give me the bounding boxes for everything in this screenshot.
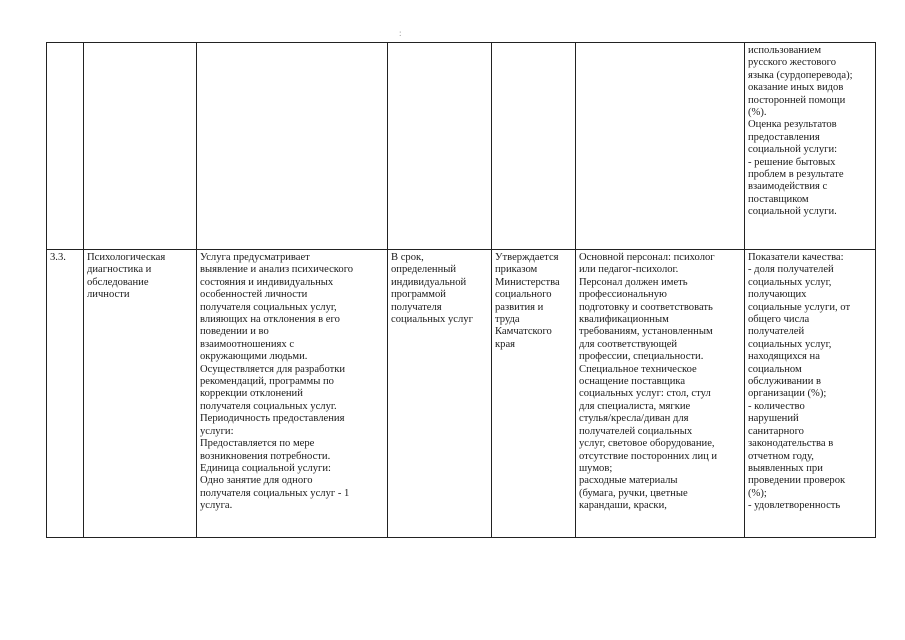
text-line: социальные услуги, от bbox=[748, 301, 851, 313]
text-line: приказом bbox=[495, 264, 538, 276]
text-line: (бумага, ручки, цветные bbox=[579, 487, 688, 499]
text-line: - количество bbox=[748, 400, 805, 412]
text-line: В срок, bbox=[391, 252, 424, 263]
services-table bbox=[46, 42, 876, 538]
text-line: профессиональную bbox=[579, 289, 667, 301]
text-line: шумов; bbox=[579, 462, 613, 474]
text-line: влияющих на отклонения в его bbox=[200, 314, 340, 326]
cell-number bbox=[47, 43, 84, 250]
text-line: получателя bbox=[391, 301, 442, 313]
text-line: Персонал должен иметь bbox=[579, 276, 688, 288]
text-line: использованием bbox=[748, 45, 822, 56]
cell-quality-indicators bbox=[745, 43, 876, 250]
cell-description bbox=[197, 43, 388, 250]
text-line: Камчатского bbox=[495, 326, 552, 338]
cell-service-name bbox=[84, 43, 197, 250]
text-line: обслуживании в bbox=[748, 376, 822, 388]
text-line: Осуществляется для разработки bbox=[200, 363, 346, 375]
text-line: особенностей личности bbox=[200, 289, 308, 301]
text-line: - удовлетворенность bbox=[748, 500, 841, 512]
text-line: Одно занятие для одного bbox=[200, 475, 313, 487]
text-line: Предоставляется по мере bbox=[200, 438, 315, 450]
text-line: социальных услуг, bbox=[748, 276, 832, 288]
text-line: Утверждается bbox=[495, 252, 559, 263]
text-line: получателей социальных bbox=[579, 425, 693, 437]
cell-approval bbox=[492, 43, 576, 250]
table-row-continuation bbox=[47, 43, 876, 250]
text-line: находящихся на bbox=[748, 351, 820, 363]
text-line: общего числа bbox=[748, 314, 810, 326]
text-line: посторонней помощи bbox=[748, 94, 846, 106]
text-line: услуги: bbox=[200, 425, 234, 437]
text-line: проблем в результате bbox=[748, 169, 844, 181]
table-row-3-3 bbox=[47, 250, 876, 538]
text-line: для специалиста, мягкие bbox=[579, 400, 691, 412]
text-line: обследование bbox=[87, 276, 149, 288]
text-line: Министерства bbox=[495, 276, 560, 288]
text-line: выявленных при bbox=[748, 462, 823, 474]
text-line: для соответствующей bbox=[579, 338, 678, 350]
text-line: социальном bbox=[748, 363, 802, 375]
text-line: оснащение поставщика bbox=[579, 376, 686, 388]
text-line: программой bbox=[391, 289, 446, 301]
text-line: расходные материалы bbox=[579, 475, 678, 487]
cell-term bbox=[388, 250, 492, 538]
text-line: русского жестового bbox=[748, 57, 837, 69]
text-line: проведении проверок bbox=[748, 475, 846, 487]
text-line: социальных услуг bbox=[391, 314, 473, 326]
text-line: языка (сурдоперевода); bbox=[748, 69, 853, 81]
text-line: возникновения потребности. bbox=[200, 450, 331, 462]
text-line: Психологическая bbox=[87, 252, 166, 263]
text-line: взаимодействия с bbox=[748, 181, 828, 193]
cell-conditions bbox=[576, 43, 745, 250]
text-line: Периодичность предоставления bbox=[200, 413, 345, 425]
text-line: социальных услуг, bbox=[748, 338, 832, 350]
text-line: получателя социальных услуг. bbox=[200, 400, 337, 412]
text-line: Показатели качества: bbox=[748, 252, 844, 263]
text-line: профессии, специальности. bbox=[579, 351, 704, 363]
text-line: получающих bbox=[748, 289, 807, 301]
cell-conditions bbox=[576, 250, 745, 538]
text-line: квалификационным bbox=[579, 314, 669, 326]
text-line: нарушений bbox=[748, 413, 799, 425]
cell-term bbox=[388, 43, 492, 250]
text-line: Услуга предусматривает bbox=[200, 252, 310, 263]
text-line: рекомендаций, программы по bbox=[200, 376, 334, 388]
text-line: определенный bbox=[391, 264, 457, 276]
text-line: поведении и во bbox=[200, 326, 269, 338]
text-line: стулья/кресла/диван для bbox=[579, 413, 689, 425]
text-line: требованиям, установленным bbox=[579, 326, 713, 338]
text-line: окружающими людьми. bbox=[200, 351, 308, 363]
text-line: Единица социальной услуги: bbox=[200, 462, 331, 474]
text-line: диагностика и bbox=[87, 264, 152, 276]
text-line: социальной услуги. bbox=[748, 206, 837, 218]
cell-approval bbox=[492, 250, 576, 538]
cell-quality-indicators bbox=[745, 250, 876, 538]
cell-number: 3.3. bbox=[47, 250, 84, 538]
cell-service-name bbox=[84, 250, 197, 538]
text-line: (%); bbox=[748, 487, 767, 499]
text-line: получателя социальных услуг, bbox=[200, 301, 337, 313]
text-line: оказание иных видов bbox=[748, 82, 844, 94]
text-line: края bbox=[495, 338, 516, 350]
text-line: санитарного bbox=[748, 425, 804, 437]
text-line: отсутствие посторонних лиц и bbox=[579, 450, 718, 462]
text-line: социального bbox=[495, 289, 552, 301]
text-line: состояния и индивидуальных bbox=[200, 276, 334, 288]
page-marker: : bbox=[399, 28, 402, 38]
text-line: личности bbox=[87, 289, 130, 301]
text-line: Основной персонал: психолог bbox=[579, 252, 715, 263]
text-line: карандаши, краски, bbox=[579, 500, 667, 512]
text-line: получателя социальных услуг - 1 bbox=[200, 487, 350, 499]
text-line: социальной услуги: bbox=[748, 144, 838, 156]
text-line: - решение бытовых bbox=[748, 156, 836, 168]
text-line: предоставления bbox=[748, 131, 820, 143]
text-line: индивидуальной bbox=[391, 276, 467, 288]
text-line: организации (%); bbox=[748, 388, 827, 400]
text-line: Оценка результатов bbox=[748, 119, 837, 131]
text-line: развития и bbox=[495, 301, 544, 313]
text-line: коррекции отклонений bbox=[200, 388, 303, 400]
text-line: поставщиком bbox=[748, 193, 809, 205]
text-line: законодательства в bbox=[748, 438, 834, 450]
text-line: Специальное техническое bbox=[579, 363, 697, 375]
text-line: взаимоотношениях с bbox=[200, 338, 295, 350]
text-line: труда bbox=[495, 314, 520, 326]
text-line: выявление и анализ психического bbox=[200, 264, 354, 276]
text-line: или педагог-психолог. bbox=[579, 264, 679, 276]
text-line: услуга. bbox=[200, 500, 233, 512]
text-line: получателей bbox=[748, 326, 805, 338]
text-line: (%). bbox=[748, 107, 767, 119]
text-line: подготовку и соответствовать bbox=[579, 301, 713, 313]
text-line: - доля получателей bbox=[748, 264, 834, 276]
text-line: отчетном году, bbox=[748, 450, 814, 462]
text-line: услуг, световое оборудование, bbox=[579, 438, 715, 450]
cell-description bbox=[197, 250, 388, 538]
text-line: социальных услуг: стол, стул bbox=[579, 388, 711, 400]
